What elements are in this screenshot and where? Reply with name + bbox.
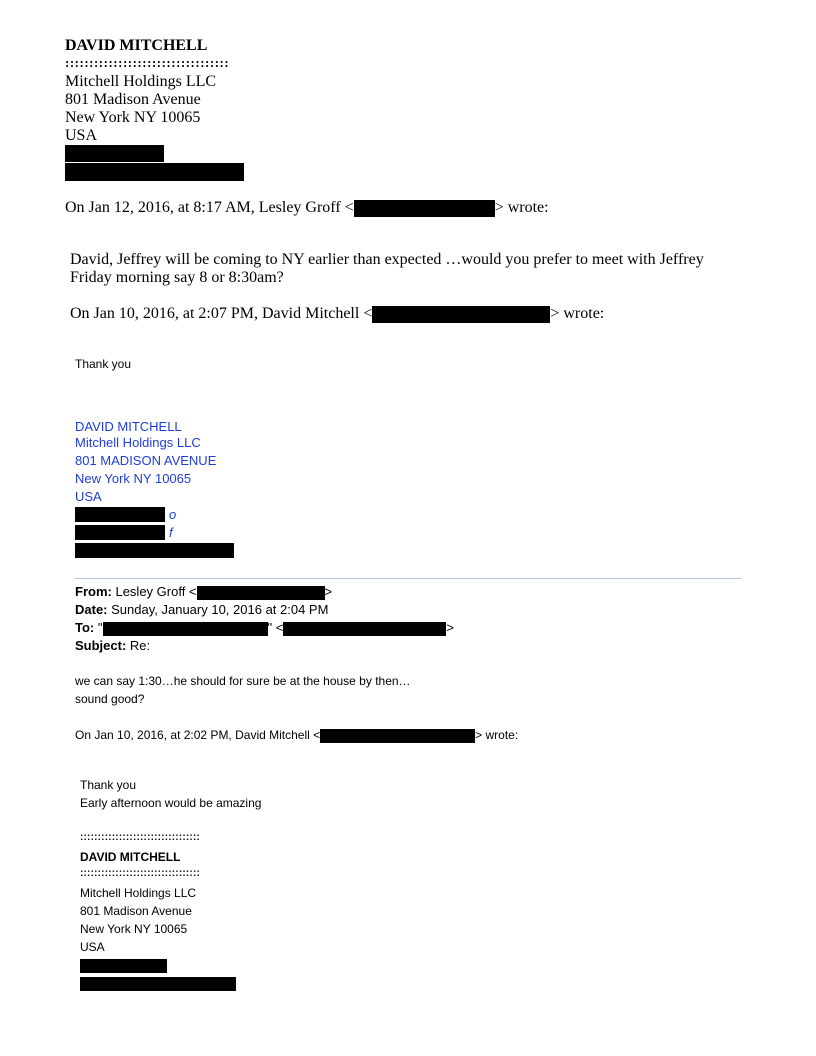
blue-sig-country: USA xyxy=(75,489,102,504)
to-close: > xyxy=(446,620,454,635)
redaction-email xyxy=(65,163,244,181)
msg1-body-line2: Friday morning say 8 or 8:30am? xyxy=(70,269,284,286)
to-open: " xyxy=(97,620,103,635)
msg2-body: Thank you xyxy=(75,357,132,371)
forward-from xyxy=(75,584,332,600)
bottom-sig-dots-bottom: :::::::::::::::::::::::::::::::::: xyxy=(80,868,201,879)
to-mid: " < xyxy=(267,620,284,635)
forward-subject xyxy=(75,638,150,653)
bottom-sig-dots-top: :::::::::::::::::::::::::::::::::: xyxy=(80,832,201,843)
msg3-body-line1: we can say 1:30…he should for sure be at the house by then… xyxy=(75,674,411,688)
redaction-sender-email xyxy=(320,729,475,743)
redaction-from-email xyxy=(197,586,325,600)
redaction-to-email xyxy=(283,622,446,636)
msg2-intro xyxy=(70,305,604,323)
blue-sig-f-label: f xyxy=(169,525,173,540)
msg1-intro-prefix: On Jan 12, 2016, at 8:17 AM, Lesley Groff < xyxy=(65,199,354,216)
bottom-sig-company: Mitchell Holdings LLC xyxy=(80,886,197,900)
msg2-intro-suffix: > wrote: xyxy=(550,305,605,322)
header-sig-name: DAVID MITCHELL xyxy=(65,37,208,54)
subject-value: Re: xyxy=(129,638,151,653)
bottom-sig-street: 801 Madison Avenue xyxy=(80,904,192,918)
redaction-sender-email xyxy=(354,200,495,217)
bottom-sig-name: DAVID MITCHELL xyxy=(80,850,181,864)
redaction-email xyxy=(75,543,234,558)
bottom-sig-country: USA xyxy=(80,940,105,954)
from-label: From: xyxy=(75,584,112,599)
msg4-intro-suffix: > wrote: xyxy=(475,728,519,742)
forward-date xyxy=(75,602,328,617)
redaction-to-name xyxy=(103,622,268,636)
redaction-phone xyxy=(65,145,164,162)
redaction-email xyxy=(80,977,236,991)
header-sig-street: 801 Madison Avenue xyxy=(65,91,201,108)
subject-label: Subject: xyxy=(75,638,127,653)
date-label: Date: xyxy=(75,602,108,617)
msg4-intro xyxy=(75,728,518,743)
to-label: To: xyxy=(75,620,95,635)
msg4-intro-prefix: On Jan 10, 2016, at 2:02 PM, David Mitchell < xyxy=(75,728,321,742)
redaction-office-phone xyxy=(75,507,165,522)
forward-divider xyxy=(75,578,741,579)
forward-to xyxy=(75,620,454,636)
bottom-sig-city: New York NY 10065 xyxy=(80,922,188,936)
header-sig-country: USA xyxy=(65,127,98,144)
blue-sig-o-label: o xyxy=(169,507,177,522)
from-value: Lesley Groff < xyxy=(115,584,197,599)
blue-sig-street: 801 MADISON AVENUE xyxy=(75,453,217,468)
msg2-intro-prefix: On Jan 10, 2016, at 2:07 PM, David Mitchell < xyxy=(70,305,373,322)
blue-sig-name: DAVID MITCHELL xyxy=(75,419,182,434)
blue-sig-company: Mitchell Holdings LLC xyxy=(75,435,201,450)
msg1-intro xyxy=(65,199,549,217)
header-sig-company: Mitchell Holdings LLC xyxy=(65,73,217,90)
redaction-phone xyxy=(80,959,167,973)
redaction-fax xyxy=(75,525,165,540)
header-sig-dots: :::::::::::::::::::::::::::::::::: xyxy=(65,55,230,70)
msg1-intro-suffix: > wrote: xyxy=(494,199,549,216)
blue-sig-city: New York NY 10065 xyxy=(75,471,192,486)
msg1-body-line1: David, Jeffrey will be coming to NY earlier than expected …would you prefer to meet with Jeffrey xyxy=(70,251,704,268)
msg4-body-line2: Early afternoon would be amazing xyxy=(80,796,262,810)
header-sig-city: New York NY 10065 xyxy=(65,109,201,126)
msg3-body-line2: sound good? xyxy=(75,692,145,706)
msg4-body-line1: Thank you xyxy=(80,778,137,792)
redaction-sender-email xyxy=(372,306,550,323)
from-close: > xyxy=(324,584,333,599)
date-value: Sunday, January 10, 2016 at 2:04 PM xyxy=(111,602,329,617)
